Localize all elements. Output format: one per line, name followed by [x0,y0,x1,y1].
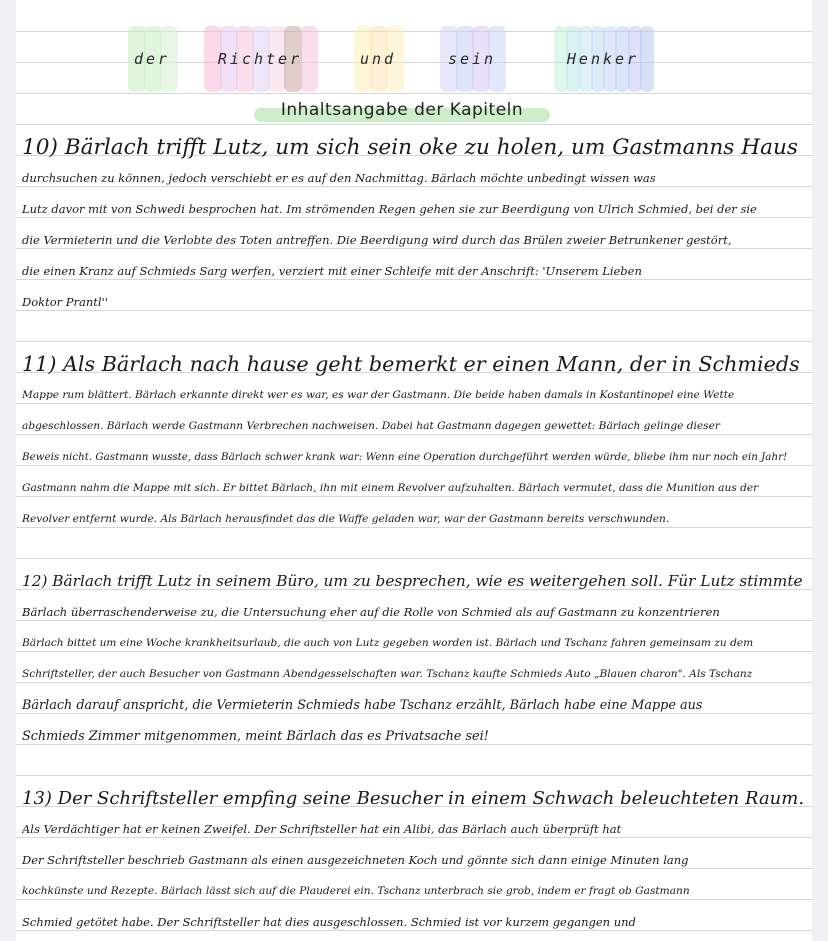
text-line: Schmied getötet habe. Der Schriftsteller hat dies ausgeschlossen. Schmied ist vor kurzem gegangen und [22,915,636,929]
text-line: Bärlach darauf anspricht, die Vermieterin Schmieds habe Tschanz erzählt, Bärlach habe eine Mappe aus [22,698,703,713]
text-line: durchsuchen zu können, jedoch verschiebt er es auf den Nachmittag. Bärlach möchte unbedingt wissen was [22,171,656,185]
text-line: die einen Kranz auf Schmieds Sarg werfen, verziert mit einer Schleife mit der Anschrift: 'Unserem Lieben [22,264,642,278]
text-line: Schmieds Zimmer mitgenommen, meint Bärlach das es Privatsache sei! [22,729,489,744]
title-word-text: sein [447,50,497,68]
chapter-heading-line: 12) Bärlach trifft Lutz in seinem Büro, um zu besprechen, wie es weitergehen soll. Für Lutz stimmte [22,572,803,590]
chapter-heading-line: 10) Bärlach trifft Lutz, um sich sein oke zu holen, um Gastmanns Haus [22,135,798,160]
chapter-heading-line: 11) Als Bärlach nach hause geht bemerkt er einen Mann, der in Schmieds [22,352,800,376]
text-line: Beweis nicht. Gastmann wusste, dass Bärlach schwer krank war: Wenn eine Operation durchgeführt werden würde, bliebe ihm nur noch ein Jahr! [22,451,788,463]
text-line: Der Schriftsteller beschrieb Gastmann als einen ausgezeichneten Koch und gönnte sich dann einige Minuten lang [22,853,689,867]
chapter-summary-13 [22,783,806,938]
chapter-summary-10 [22,132,806,318]
title-word-richter [204,26,316,92]
text-line: Doktor Prantl'' [22,295,108,309]
text-line: Gastmann nahm die Mappe mit sich. Er bittet Bärlach, ihn mit einem Revolver aufzuhalten. Bärlach vermutet, dass die Munition aus der [22,482,759,494]
title-word-sein [440,26,504,92]
text-line: Bärlach überraschenderweise zu, die Untersuchung eher auf die Rolle von Schmied als auf Gastmann zu konzentrieren [22,605,720,619]
chapter-summary-12 [22,566,806,752]
notebook-page [16,0,812,941]
text-line: abgeschlossen. Bärlach werde Gastmann Verbrechen nachweisen. Dabei hat Gastmann dagegen gewettet: Bärlach gelinge dieser [22,420,720,432]
text-line: Revolver entfernt wurde. Als Bärlach herausfindet das die Waffe geladen war, war der Gastmann bereits verschwunden. [22,513,670,525]
title-word-und [354,26,402,92]
text-line: Schriftsteller, der auch Besucher von Gastmann Abendgesselschaften war. Tschanz kaufte Schmieds Auto „Blauen charon". Als Tschanz [22,668,753,680]
chapter-summary-11 [22,349,806,535]
text-line: die Vermieterin und die Verlobte des Toten antreffen. Die Beerdigung wird durch das Brülen zweier Betrunkener gestört, [22,233,732,247]
subheading: Inhaltsangabe der Kapiteln [280,100,524,120]
title-word-text: Richter [217,50,303,68]
text-line: Als Verdächtiger hat er keinen Zweifel. Der Schriftsteller hat ein Alibi, das Bärlach auch überprüft hat [22,822,622,836]
text-line: Mappe rum blättert. Bärlach erkannte direkt wer es war, es war der Gastmann. Die beide haben damals in Kostantinopel eine Wette [22,389,735,401]
text-line: Bärlach bittet um eine Woche krankheitsurlaub, die auch von Lutz gegeben worden ist. Bärlach und Tschanz fahren gemeinsam zu dem [22,637,754,649]
title-row [16,0,812,95]
chapter-heading-line: 13) Der Schriftsteller empfing seine Besucher in einem Schwach beleuchteten Raum. [22,788,805,809]
title-word-der [128,26,176,92]
title-word-henker [554,26,652,92]
title-word-text: der [133,50,171,68]
text-line: Lutz davor mit von Schwedi besprochen hat. Im strömenden Regen gehen sie zur Beerdigung von Ulrich Schmied, bei der sie [22,202,757,216]
title-word-text: und [359,50,397,68]
title-word-text: Henker [566,50,640,68]
text-line: kochkünste und Rezepte. Bärlach lässt sich auf die Plauderei ein. Tschanz unterbrach sie grob, indem er fragt ob Gastmann [22,885,690,897]
